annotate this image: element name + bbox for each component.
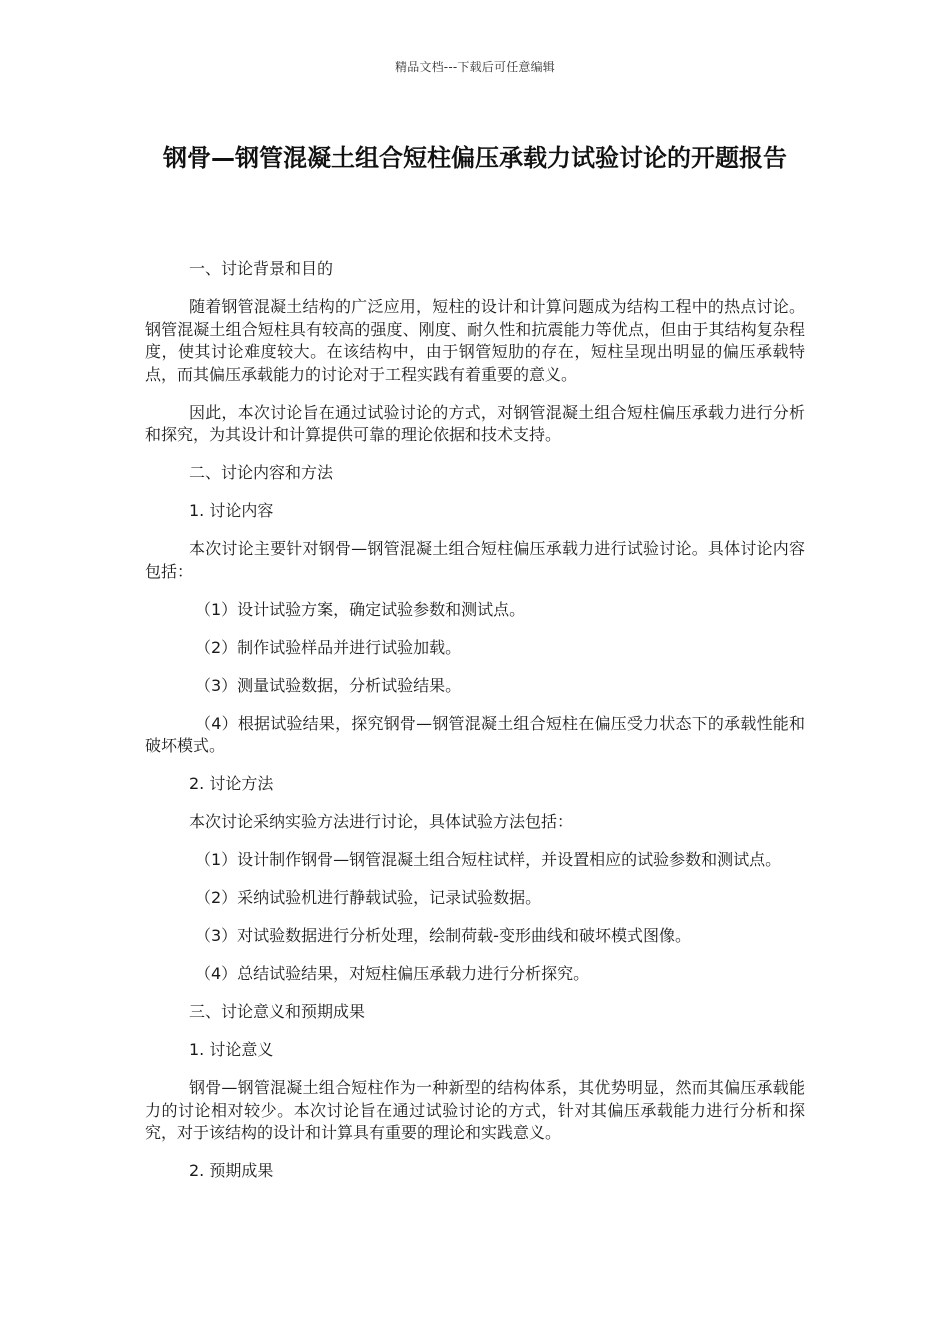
list-item: （3）测量试验数据，分析试验结果。: [195, 675, 462, 695]
paragraph: 本次讨论主要针对钢骨—钢管混凝土组合短柱偏压承载力进行试验讨论。具体讨论内容包括：: [145, 539, 805, 581]
list-item: （3）对试验数据进行分析处理，绘制荷载-变形曲线和破坏模式图像。: [195, 926, 691, 945]
list-item: （1）设计制作钢骨—钢管混凝土组合短柱试样，并设置相应的试验参数和测试点。: [195, 850, 782, 869]
list-item: （4）根据试验结果，探究钢骨—钢管混凝土组合短柱在偏压受力状态下的承载性能和破坏模式。: [145, 713, 805, 755]
subsection-heading: 2. 讨论方法: [189, 774, 274, 793]
document-title: 钢骨—钢管混凝土组合短柱偏压承载力试验讨论的开题报告: [163, 144, 787, 172]
list-item: （4）总结试验结果，对短柱偏压承载力进行分析探究。: [195, 964, 590, 983]
paragraph: 本次讨论采纳实验方法进行讨论，具体试验方法包括：: [189, 812, 574, 831]
subsection-heading: 1. 讨论意义: [189, 1040, 274, 1059]
paragraph: 钢骨—钢管混凝土组合短柱作为一种新型的结构体系，其优势明显，然而其偏压承载能力的讨论相对较少。本次讨论旨在通过试验讨论的方式，针对其偏压承载能力进行分析和探究，对于该结构的设计和计算具有重要的理论和实践意义。: [145, 1078, 805, 1142]
paragraph: 随着钢管混凝土结构的广泛应用，短柱的设计和计算问题成为结构工程中的热点讨论。钢管混凝土组合短柱具有较高的强度、刚度、耐久性和抗震能力等优点，但由于其结构复杂程度，使其讨论难度较大。在该结构中，由于钢管短肋的存在，短柱呈现出明显的偏压承载特点，而其偏压承载能力的讨论对于工程实践有着重要的意义。: [145, 297, 805, 384]
section-heading: 二、讨论内容和方法: [189, 463, 334, 482]
subsection-heading: 1. 讨论内容: [189, 501, 274, 520]
subsection-heading: 2. 预期成果: [189, 1161, 274, 1180]
section-heading: 三、讨论意义和预期成果: [189, 1002, 366, 1021]
list-item: （2）采纳试验机进行静载试验，记录试验数据。: [195, 888, 542, 907]
document-body: [145, 258, 805, 1198]
paragraph: 因此，本次讨论旨在通过试验讨论的方式，对钢管混凝土组合短柱偏压承载力进行分析和探究，为其设计和计算提供可靠的理论依据和技术支持。: [145, 402, 805, 444]
list-item: （2）制作试验样品并进行试验加载。: [195, 637, 462, 657]
list-item: （1）设计试验方案，确定试验参数和测试点。: [195, 599, 526, 619]
section-heading: 一、讨论背景和目的: [189, 259, 334, 278]
header-note: 精品文档---下载后可任意编辑: [395, 60, 555, 74]
